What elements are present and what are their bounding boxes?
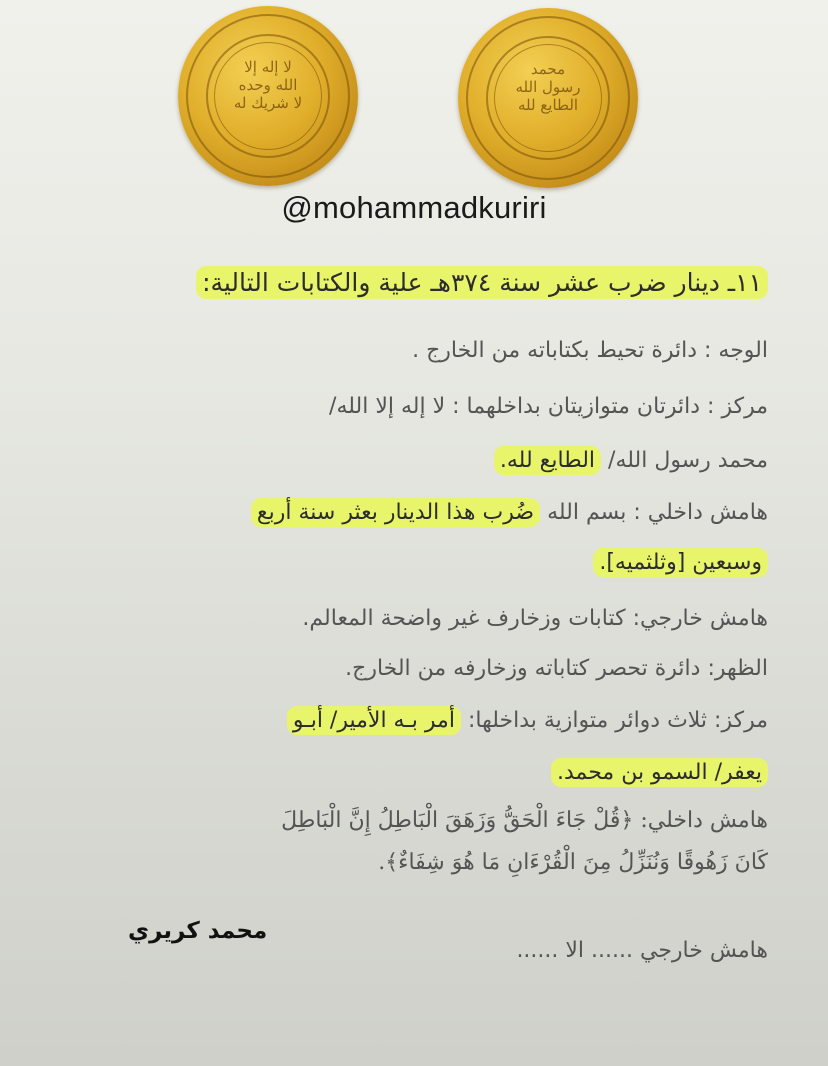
text-line-reverse-center (287, 708, 768, 733)
plain-text: محمد رسول الله/ (608, 448, 768, 473)
highlighted-text: يعفر/ السمو بن محمد. (551, 758, 768, 787)
text-line-quran-verse-cont: كَانَ زَهُوقًا وَنُنَزِّلُ مِنَ الْقُرْءَانِ مَا هُوَ شِفَاءٌ﴾. (378, 850, 768, 875)
text-line-reverse: الظهر: دائرة تحصر كتاباته وزخارفه من الخارج. (345, 656, 768, 681)
highlighted-text: وسبعين [وثلثميه]. (593, 548, 768, 577)
highlighted-text: ١١ـ دينار ضرب عشر سنة ٣٧٤هـ علية والكتابات التالية: (196, 266, 768, 299)
highlighted-text: أمر بـه الأمير/ أبـو (287, 706, 461, 735)
text-line-outer-margin-reverse: هامش خارجي ...... الا ...... (516, 938, 768, 963)
plain-text: هامش داخلي : بسم الله (547, 500, 768, 525)
plain-text: مركز: ثلاث دوائر متوازية بداخلها: (467, 708, 768, 733)
text-line-quran-verse: هامش داخلي: ﴿قُلْ جَاءَ الْحَقُّ وَزَهَقَ الْبَاطِلُ إِنَّ الْبَاطِلَ (281, 808, 768, 833)
coin-inscription: محمد رسول الله الطايع لله (515, 60, 581, 114)
gold-dinar-reverse-image (458, 8, 638, 188)
gold-dinar-obverse-image (178, 6, 358, 186)
author-handle: @mohammadkuriri (281, 190, 547, 225)
text-line-center: مركز : دائرتان متوازيتان بداخلهما : لا إله إلا الله/ (329, 394, 768, 419)
highlighted-text: ضُرب هذا الدينار بعثر سنة أربع (251, 498, 540, 527)
text-line-center-cont (494, 448, 768, 473)
coin-inscription: لا إله إلا الله وحده لا شريك له (233, 58, 303, 112)
handwritten-signature: محمد كريري (128, 918, 268, 944)
text-line-inner-margin-cont (593, 550, 768, 575)
text-line-inner-margin (251, 500, 768, 525)
text-line-outer-margin: هامش خارجي: كتابات وزخارف غير واضحة المعالم. (302, 606, 768, 631)
text-line-reverse-center-cont (551, 760, 768, 785)
entry-heading (196, 268, 768, 297)
text-line-obverse: الوجه : دائرة تحيط بكتاباته من الخارج . (412, 338, 768, 363)
highlighted-text: الطايع لله. (494, 446, 601, 475)
